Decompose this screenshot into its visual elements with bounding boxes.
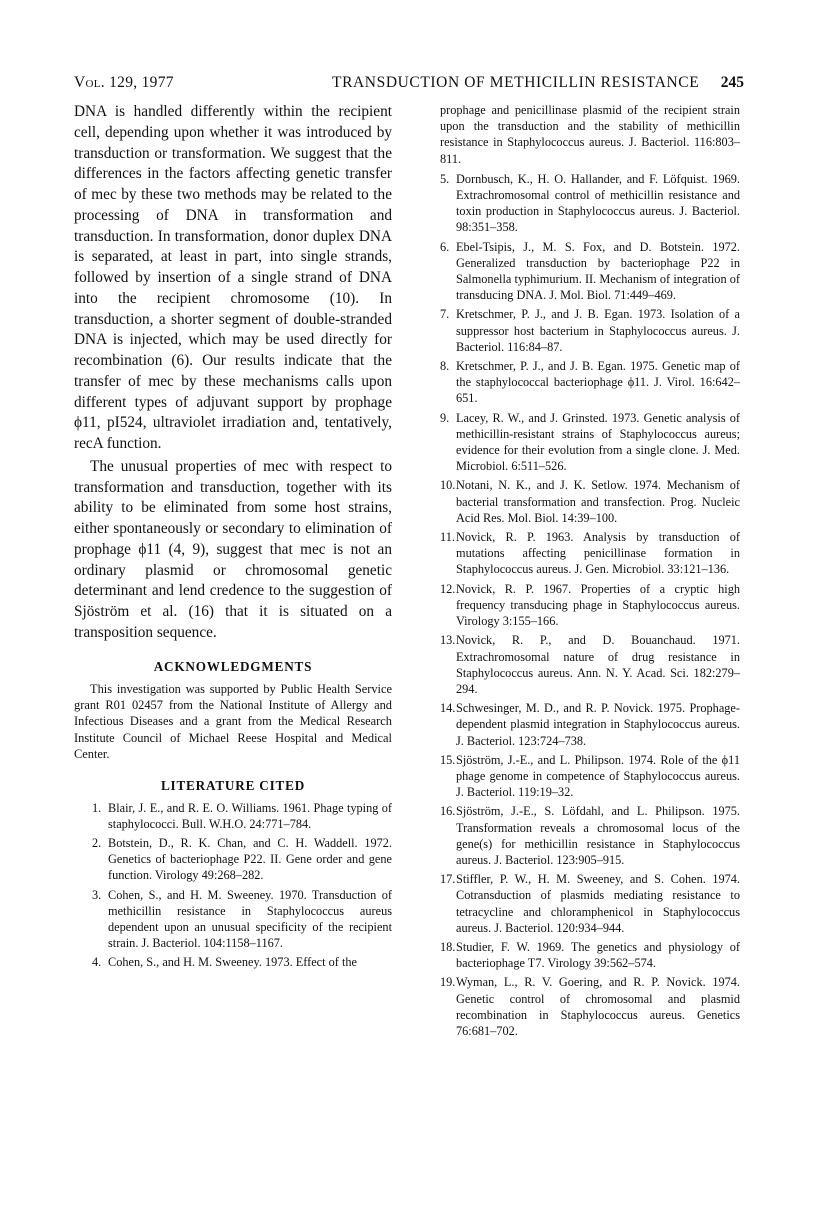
reference-list-left xyxy=(74,800,392,971)
reference-item: 16.Sjöström, J.-E., S. Löfdahl, and L. Philipson. 1975. Transformation reveals a chromosomal locus of the gene(s) for methicillin resistance in Staphylococcus aureus. J. Bacteriol. 123:905–915. xyxy=(440,804,740,867)
page-number: 245 xyxy=(720,74,744,91)
right-column xyxy=(422,102,740,1042)
reference-item-continued: prophage and penicillinase plasmid of the recipient strain upon the transduction and the stability of methicillin resistance in Staphylococcus aureus. J. Bacteriol. 116:803–811. xyxy=(440,103,740,166)
reference-item: 6. Ebel-Tsipis, J., M. S. Fox, and D. Botstein. 1972. Generalized transduction by bacteriophage P22 in Salmonella typhimurium. II. Mechanism of integration of transducing DNA. J. Mol. Biol. 71:449–469. xyxy=(440,239,740,303)
reference-list-right xyxy=(422,102,740,1039)
reference-item: 18.Studier, F. W. 1969. The genetics and physiology of bacteriophage T7. Virology 39:562–574. xyxy=(440,939,740,971)
running-title: TRANSDUCTION OF METHICILLIN RESISTANCE xyxy=(332,74,700,91)
reference-item: 8. Kretschmer, P. J., and J. B. Egan. 1975. Genetic map of the staphylococcal bacteriophage ϕ11. J. Virol. 16:642–651. xyxy=(440,359,740,406)
reference-item: 11.Novick, R. P. 1963. Analysis by transduction of mutations affecting penicillinase formation in Staphylococcus aureus. J. Gen. Microbiol. 33:121–136. xyxy=(440,530,740,577)
acknowledgments-heading: ACKNOWLEDGMENTS xyxy=(153,658,313,674)
reference-item: 19.Wyman, L., R. V. Goering, and R. P. Novick. 1974. Genetic control of chromosomal and plasmid recombination in Staphylococcus aureus. Genetics 76:681–702. xyxy=(440,975,740,1038)
volume-label: Vol. 129, 1977 xyxy=(74,74,174,91)
reference-item: 1. Blair, J. E., and R. E. O. Williams. 1961. Phage typing of staphylococci. Bull. W.H.O. 24:771–784. xyxy=(92,800,392,831)
reference-item: 12.Novick, R. P. 1967. Properties of a cryptic high frequency transducing phage in Staphylococcus aureus. Virology 3:155–166. xyxy=(440,581,740,629)
running-header xyxy=(74,74,744,96)
reference-item: 3. Cohen, S., and H. M. Sweeney. 1970. Transduction of methicillin resistance in Staphylococcus aureus dependent upon an unusual specificity of the recipient strain. J. Bacteriol. 104:1158–1167. xyxy=(92,887,392,951)
reference-item: 13.Novick, R. P., and D. Bouanchaud. 1971. Extrachromosomal nature of drug resistance in Staphylococcus aureus. Ann. N. Y. Acad. Sci. 182:279–294. xyxy=(440,633,740,696)
reference-item: 9. Lacey, R. W., and J. Grinsted. 1973. Genetic analysis of methicillin-resistant strains of Staphylococcus aureus; evidence for their evolution from a single clone. J. Med. Microbiol. 6:511–526. xyxy=(440,410,740,474)
body-paragraph-2: The unusual properties of mec with respect to transformation and transduction, together with its ability to be eliminated from some host strains, either spontaneously or secondary to elimination of prophage ϕ11 (4, 9), suggest that mec is not an ordinary plasmid or chromosomal genetic determinant and lend credence to the suggestion of Sjöström et al. (16) that it is situated on a transposition sequence. xyxy=(74,457,392,641)
reference-item: 15.Sjöström, J.-E., and L. Philipson. 1974. Role of the ϕ11 phage genome in competence of Staphylococcus aureus. J. Bacteriol. 119:19–32. xyxy=(440,752,740,800)
reference-item: 5. Dornbusch, K., H. O. Hallander, and F. Löfquist. 1969. Extrachromosomal control of methicillin resistance and toxin production in Staphylococcus aureus. J. Bacteriol. 98:351–358. xyxy=(440,171,740,235)
reference-item: 4. Cohen, S., and H. M. Sweeney. 1973. Effect of the xyxy=(92,955,357,970)
body-paragraph-1: DNA is handled differently within the recipient cell, depending upon whether it was introduced by transduction or transformation. We suggest that the differences in the factors affecting genetic transfer of mec by these two methods may be related to the processing of DNA in transformation and transduction. In transformation, donor duplex DNA is separated, at least in part, into single strands, followed by insertion of a single strand of DNA into the recipient chromosome (10). In transduction, a shorter segment of double-stranded DNA is injected, which may be used directly for recombination (6). Our results indicate that the transfer of mec by these mechanisms calls upon different types of adjuvant support by prophage ϕ11, pI524, ultraviolet irradiation and, tentatively, recA function. xyxy=(74,103,392,452)
reference-item: 17.Stiffler, P. W., H. M. Sweeney, and S. Cohen. 1974. Cotransduction of plasmids mediating resistance to tetracycline and chloramphenicol in Staphylococcus aureus. J. Bacteriol. 120:934–944. xyxy=(440,872,740,935)
reference-item: 7. Kretschmer, P. J., and J. B. Egan. 1973. Isolation of a suppressor host bacterium in Staphylococcus aureus. J. Bacteriol. 116:84–87. xyxy=(440,307,740,354)
reference-item: 2. Botstein, D., R. K. Chan, and C. H. Waddell. 1972. Genetics of bacteriophage P22. II. Gene order and gene function. Virology 49:268–282. xyxy=(92,835,392,883)
left-column xyxy=(74,102,392,974)
reference-item: 10.Notani, N. K., and J. K. Setlow. 1974. Mechanism of bacterial transformation and transfection. Prog. Nucleic Acid Res. Mol. Biol. 14:39–100. xyxy=(440,478,740,525)
literature-cited-heading: LITERATURE CITED xyxy=(160,777,306,793)
reference-item: 14.Schwesinger, M. D., and R. P. Novick. 1975. Prophage-dependent plasmid integration in Staphylococcus aureus. J. Bacteriol. 123:724–738. xyxy=(440,701,740,748)
acknowledgments-text: This investigation was supported by Public Health Service grant R01 02457 from the National Institute of Allergy and Infectious Diseases and a grant from the Medical Research Institute Council of Michael Reese Hospital and Medical Center. xyxy=(74,681,392,762)
